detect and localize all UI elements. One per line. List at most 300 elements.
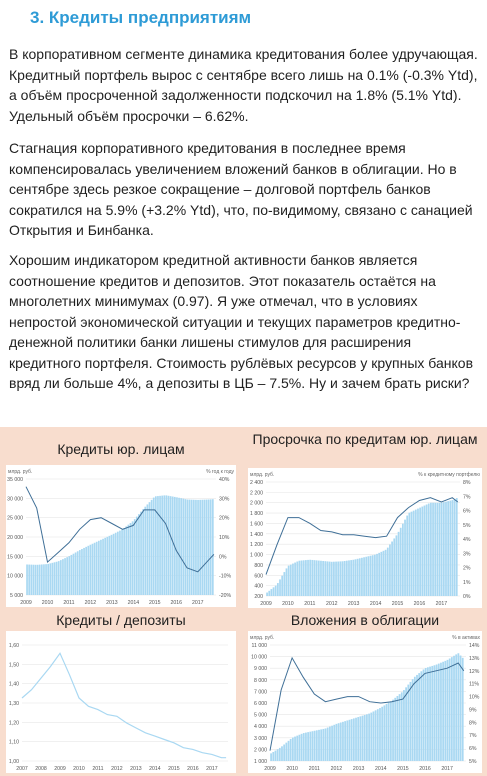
bar	[426, 505, 428, 596]
bar	[94, 543, 96, 595]
x-tick-label: 2017	[435, 601, 448, 607]
right-tick-label: 0%	[463, 594, 471, 600]
bar	[333, 562, 335, 596]
bar	[385, 550, 387, 596]
bar	[309, 560, 311, 596]
bar	[327, 728, 329, 761]
left-tick-label: 10 000	[7, 573, 23, 580]
bar	[193, 500, 195, 595]
bar	[346, 720, 348, 761]
bar	[331, 726, 333, 761]
bar	[102, 539, 104, 595]
bar	[403, 690, 405, 761]
left-tick-label: 1,00	[8, 759, 19, 765]
left-tick-label: 15 000	[7, 554, 23, 561]
bar	[159, 496, 161, 595]
bar	[113, 534, 115, 595]
bar	[191, 500, 193, 595]
series-line	[22, 653, 226, 757]
right-axis-unit: % в активах	[452, 635, 480, 641]
bar	[288, 741, 290, 761]
bar	[339, 561, 341, 596]
bar	[441, 503, 443, 596]
x-tick-label: 2013	[347, 601, 360, 607]
bar	[440, 663, 442, 761]
right-tick-label: 30%	[219, 496, 230, 503]
left-tick-label: 1 800	[250, 511, 263, 518]
right-tick-label: 10%	[219, 535, 230, 541]
bar	[299, 735, 301, 761]
left-tick-label: 10 000	[251, 654, 267, 661]
right-tick-label: 7%	[463, 494, 471, 501]
bar	[414, 677, 416, 761]
bar	[368, 556, 370, 596]
bar	[142, 509, 144, 595]
x-tick-label: 2012	[330, 766, 343, 772]
bar	[134, 519, 136, 595]
bar	[117, 532, 119, 595]
bar	[335, 562, 337, 596]
bar	[56, 562, 58, 595]
bar	[436, 665, 438, 761]
bar	[123, 528, 125, 595]
bar	[62, 559, 64, 595]
bar	[391, 542, 393, 596]
bar	[272, 752, 274, 761]
right-tick-label: -20%	[219, 593, 232, 599]
bar	[436, 503, 438, 596]
bar	[320, 729, 322, 761]
bar	[325, 728, 327, 761]
bar	[359, 558, 361, 596]
left-tick-label: 2 000	[250, 500, 263, 507]
bar	[68, 556, 70, 595]
bar	[161, 496, 163, 595]
x-tick-label: 2010	[286, 766, 298, 772]
right-tick-label: 2%	[463, 565, 471, 572]
bar	[401, 692, 403, 761]
bar	[180, 498, 182, 595]
bar	[444, 661, 446, 761]
x-tick-label: 2013	[352, 766, 365, 772]
x-tick-label: 2017	[191, 600, 204, 606]
chart-loans-deposits	[6, 631, 236, 773]
bar	[342, 722, 344, 761]
chart-2-svg	[248, 468, 482, 608]
bar	[404, 520, 406, 596]
bar	[430, 503, 432, 596]
bar	[407, 685, 409, 761]
bar	[305, 560, 307, 596]
bar	[370, 713, 372, 761]
bar	[417, 509, 419, 596]
bar	[104, 538, 106, 595]
bar	[279, 579, 281, 596]
left-tick-label: 1 000	[250, 552, 263, 559]
x-tick-label: 2007	[16, 766, 28, 772]
bar	[187, 500, 189, 595]
bar	[79, 550, 81, 595]
x-tick-label: 2009	[20, 600, 32, 606]
bar	[201, 500, 203, 595]
bar	[449, 659, 451, 761]
bar	[412, 679, 414, 761]
bar	[52, 563, 54, 595]
bar	[340, 723, 342, 761]
bar	[447, 501, 449, 596]
bar	[378, 553, 380, 596]
bar	[379, 708, 381, 761]
left-tick-label: 4 000	[254, 724, 267, 731]
bar	[71, 555, 73, 595]
left-tick-label: 1,40	[8, 681, 19, 688]
x-tick-label: 2008	[35, 766, 47, 772]
x-tick-label: 2014	[374, 766, 387, 772]
bar	[60, 560, 62, 595]
bar	[420, 671, 422, 761]
bar	[307, 560, 309, 596]
bar	[98, 541, 100, 595]
bar	[275, 586, 277, 596]
bar	[415, 510, 417, 596]
bar	[35, 565, 37, 595]
chart-credits-corporate	[6, 465, 236, 607]
left-tick-label: 400	[254, 583, 263, 590]
bar	[331, 562, 333, 596]
bar	[281, 576, 283, 596]
left-axis-unit: млрд. руб.	[8, 469, 33, 475]
left-tick-label: 1,60	[8, 643, 19, 649]
chart-3-svg	[6, 631, 236, 773]
bar	[320, 561, 322, 596]
right-tick-label: 5%	[463, 522, 471, 529]
right-tick-label: -10%	[219, 573, 232, 580]
x-tick-label: 2011	[308, 766, 320, 772]
bar	[281, 746, 283, 761]
right-tick-label: 8%	[469, 720, 477, 727]
bar	[301, 734, 303, 761]
bar	[338, 723, 340, 761]
bar	[386, 704, 388, 761]
bar	[283, 572, 285, 596]
bar	[329, 562, 331, 596]
bar	[394, 698, 396, 761]
right-tick-label: 8%	[463, 480, 471, 486]
right-tick-label: 3%	[463, 551, 471, 558]
bar	[434, 503, 436, 596]
bar	[413, 511, 415, 596]
x-tick-label: 2016	[170, 600, 183, 606]
bar	[390, 701, 392, 761]
bar	[83, 548, 85, 595]
bar	[66, 557, 68, 595]
left-axis-unit: млрд. руб.	[250, 635, 275, 641]
bar	[64, 558, 66, 595]
bar	[387, 548, 389, 596]
bar	[136, 517, 138, 595]
bar	[151, 500, 153, 595]
bar	[349, 720, 351, 761]
bar	[189, 500, 191, 595]
bar	[197, 500, 199, 595]
left-tick-label: 800	[254, 562, 263, 569]
bar	[292, 564, 294, 596]
x-tick-label: 2015	[391, 601, 404, 607]
bar	[199, 500, 201, 595]
bar	[290, 739, 292, 761]
bar	[90, 545, 92, 595]
bar	[176, 497, 178, 595]
bar	[452, 500, 454, 596]
chart-2-title: Просрочка по кредитам юр. лицам	[248, 430, 482, 468]
bar	[429, 667, 431, 761]
bar	[49, 563, 51, 595]
bar	[54, 562, 56, 595]
x-tick-label: 2010	[282, 601, 294, 607]
bar	[294, 737, 296, 761]
left-tick-label: 200	[254, 594, 263, 600]
bar	[294, 563, 296, 596]
right-tick-label: 6%	[463, 508, 471, 515]
bar	[374, 555, 376, 596]
right-tick-label: 4%	[463, 537, 471, 543]
bar	[392, 700, 394, 761]
bar	[346, 561, 348, 596]
bar	[206, 500, 208, 595]
bar	[406, 516, 408, 596]
bar	[425, 668, 427, 761]
bar	[396, 535, 398, 596]
left-tick-label: 600	[254, 573, 263, 580]
bar	[370, 556, 372, 596]
right-tick-label: 7%	[469, 733, 477, 740]
bar	[456, 498, 458, 596]
bar	[397, 696, 399, 761]
bar	[283, 744, 285, 761]
left-tick-label: 35 000	[7, 477, 23, 483]
bar	[348, 560, 350, 596]
bar	[119, 531, 121, 595]
right-tick-label: 1%	[463, 579, 471, 586]
bar	[442, 662, 444, 761]
bar	[427, 667, 429, 761]
bar	[163, 495, 165, 595]
x-tick-label: 2012	[84, 600, 97, 606]
left-tick-label: 5 000	[10, 593, 23, 599]
bar	[316, 730, 318, 761]
x-tick-label: 2013	[106, 600, 118, 606]
bar	[324, 561, 326, 596]
left-tick-label: 2 000	[254, 747, 267, 754]
bar	[45, 564, 47, 595]
bar	[81, 549, 83, 595]
bar	[26, 564, 28, 595]
bar	[375, 710, 377, 761]
bar	[115, 533, 117, 595]
bar	[431, 666, 433, 761]
x-tick-label: 2016	[419, 766, 431, 772]
bar	[130, 523, 132, 595]
x-tick-label: 2011	[304, 601, 316, 607]
chart-1-svg	[6, 465, 236, 607]
bar	[37, 565, 39, 595]
chart-overdue-corporate	[248, 468, 482, 608]
left-tick-label: 1,50	[8, 662, 19, 669]
bar	[365, 557, 367, 596]
bar	[39, 565, 41, 595]
x-tick-label: 2010	[41, 600, 54, 606]
bar	[462, 658, 464, 761]
bar	[344, 721, 346, 761]
bar	[303, 733, 305, 761]
chart-3-title: Кредиты / депозиты	[6, 611, 236, 631]
bar	[185, 499, 187, 595]
bar	[170, 496, 172, 595]
bar	[285, 743, 287, 761]
right-tick-label: 9%	[469, 707, 477, 714]
left-tick-label: 1,20	[8, 720, 19, 727]
bar	[460, 656, 462, 761]
left-tick-label: 2 200	[250, 490, 263, 497]
bar	[329, 727, 331, 761]
bar	[121, 530, 123, 595]
left-tick-label: 1 000	[254, 759, 267, 765]
bar	[268, 591, 270, 596]
bar	[333, 725, 335, 761]
left-tick-label: 9 000	[254, 666, 267, 673]
bar	[178, 498, 180, 595]
bar	[453, 656, 455, 761]
bar	[303, 560, 305, 596]
bar	[106, 537, 108, 595]
left-tick-label: 1 400	[250, 531, 263, 538]
bar	[364, 715, 366, 761]
left-tick-label: 25 000	[7, 515, 23, 522]
bar	[400, 528, 402, 596]
bar	[352, 560, 354, 596]
bar	[266, 593, 268, 596]
bar	[77, 551, 79, 595]
bar	[100, 540, 102, 595]
x-tick-label: 2009	[260, 601, 272, 607]
right-tick-label: 10%	[469, 694, 480, 701]
bar	[457, 653, 459, 761]
x-tick-label: 2015	[149, 600, 161, 606]
bar	[85, 547, 87, 595]
bar	[314, 731, 316, 761]
bar	[208, 499, 210, 595]
bar	[292, 737, 294, 761]
bar	[451, 657, 453, 761]
left-tick-label: 1,10	[8, 739, 19, 746]
right-tick-label: 20%	[219, 515, 230, 522]
bar	[92, 544, 94, 595]
bar	[388, 703, 390, 761]
x-tick-label: 2016	[187, 766, 199, 772]
bar	[140, 512, 142, 595]
x-tick-label: 2010	[73, 766, 85, 772]
x-tick-label: 2009	[264, 766, 276, 772]
bar	[312, 731, 314, 761]
x-tick-label: 2014	[149, 766, 161, 772]
left-tick-label: 7 000	[254, 689, 267, 696]
left-tick-label: 8 000	[254, 677, 267, 684]
bar	[350, 560, 352, 596]
x-tick-label: 2011	[63, 600, 75, 606]
x-tick-label: 2015	[168, 766, 180, 772]
bar	[393, 538, 395, 596]
bar	[204, 500, 206, 595]
bar	[366, 714, 368, 761]
bar	[270, 753, 272, 761]
x-tick-label: 2014	[127, 600, 140, 606]
right-tick-label: 5%	[469, 759, 477, 765]
bar	[432, 503, 434, 596]
chart-1-title: Кредиты юр. лицам	[6, 432, 236, 470]
bar	[277, 749, 279, 761]
bar	[128, 525, 130, 595]
right-axis-unit: % год к году	[206, 469, 234, 475]
bar	[416, 675, 418, 761]
bar	[182, 499, 184, 595]
bar	[357, 559, 359, 596]
bar	[311, 560, 313, 596]
bar	[307, 732, 309, 761]
chart-4-svg	[248, 631, 482, 773]
x-tick-label: 2017	[441, 766, 453, 772]
bar	[419, 508, 421, 596]
chart-4-title: Вложения в облигации	[248, 611, 482, 631]
bar	[363, 557, 365, 596]
bar	[96, 542, 98, 595]
bar	[336, 724, 338, 761]
bar	[351, 719, 353, 761]
bar	[322, 729, 324, 761]
bar	[149, 502, 151, 595]
left-tick-label: 11 000	[251, 643, 267, 649]
left-tick-label: 30 000	[7, 496, 23, 503]
bar	[322, 561, 324, 596]
bar	[428, 504, 430, 596]
bar	[132, 521, 134, 595]
bar	[454, 499, 456, 596]
bar	[327, 561, 329, 596]
bar	[439, 503, 441, 596]
right-tick-label: 40%	[219, 477, 230, 483]
bar	[125, 526, 127, 595]
bar	[443, 502, 445, 596]
bar	[271, 589, 273, 596]
bar	[376, 554, 378, 596]
bar	[279, 748, 281, 761]
bar	[455, 654, 457, 761]
bar	[449, 501, 451, 596]
bar	[210, 499, 212, 595]
bar	[344, 561, 346, 596]
bar	[398, 532, 400, 596]
bar	[389, 545, 391, 596]
bar	[301, 561, 303, 596]
bar	[361, 558, 363, 596]
bar	[373, 711, 375, 761]
right-tick-label: 14%	[469, 643, 480, 649]
bar	[109, 536, 111, 595]
bar	[277, 583, 279, 596]
x-tick-label: 2012	[325, 601, 338, 607]
bar	[381, 707, 383, 761]
bar	[402, 524, 404, 596]
bar	[368, 714, 370, 761]
